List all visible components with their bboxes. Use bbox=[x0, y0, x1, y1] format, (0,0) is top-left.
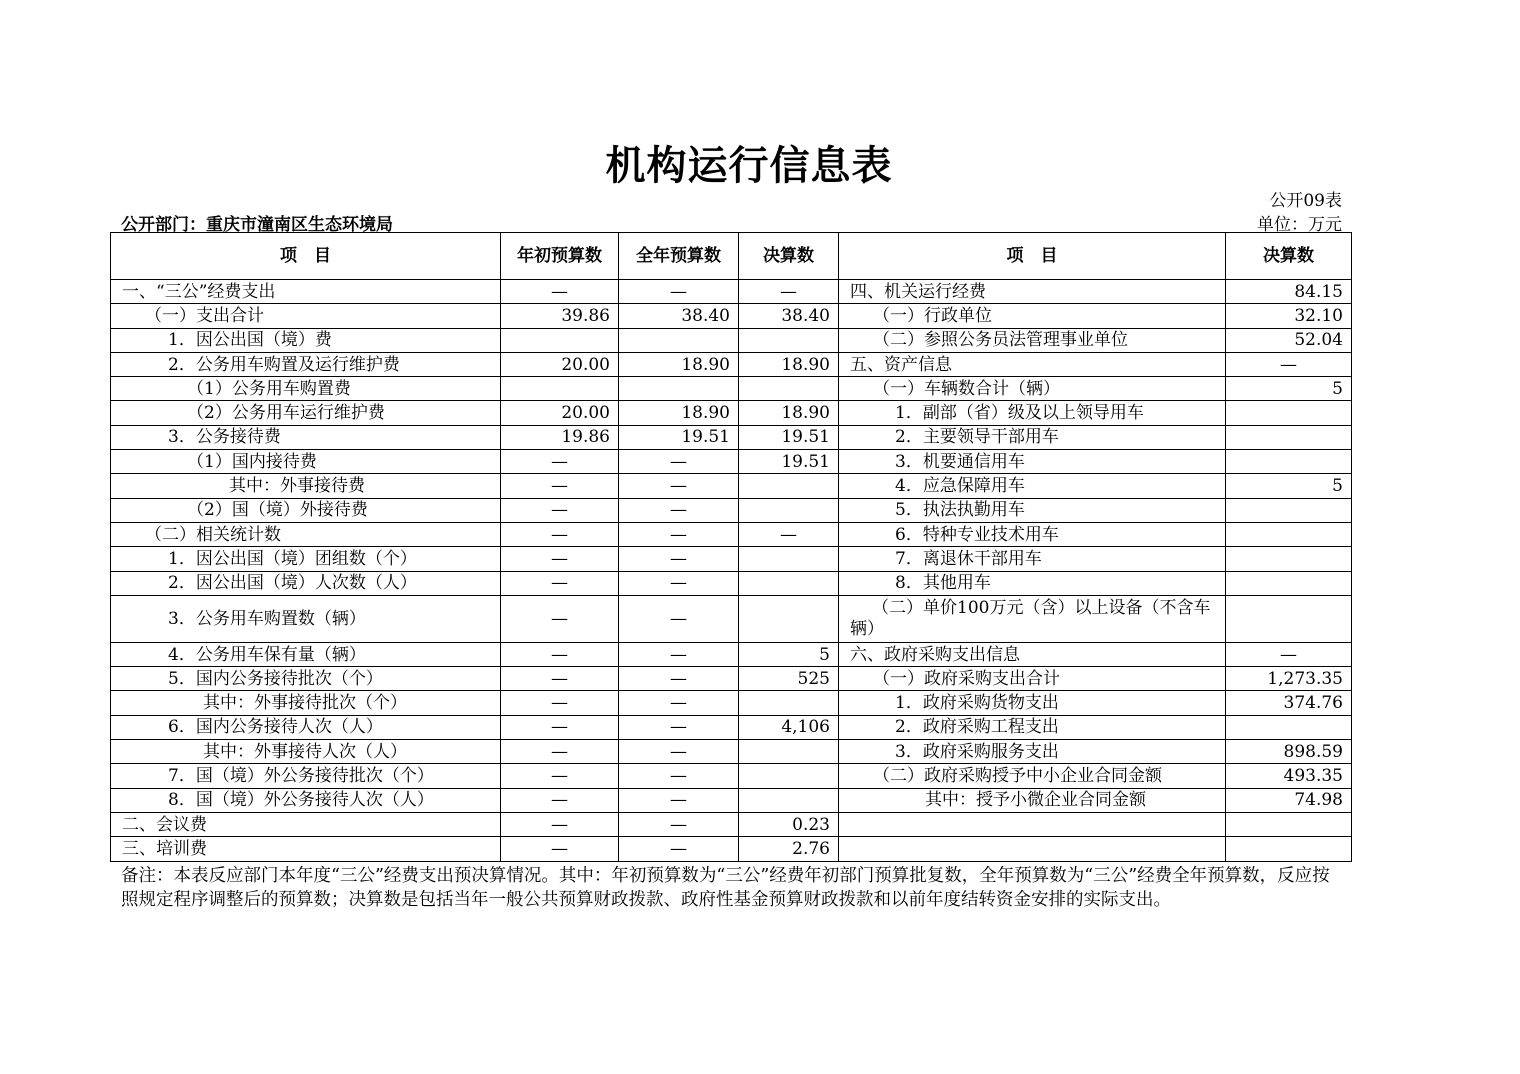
initial-budget-cell: — bbox=[501, 788, 619, 812]
right-value-cell bbox=[1226, 425, 1352, 449]
table-row bbox=[111, 328, 1352, 352]
right-value-cell: 5 bbox=[1226, 377, 1352, 401]
final-account-cell bbox=[739, 595, 839, 642]
final-account-cell bbox=[739, 474, 839, 498]
table-row bbox=[111, 667, 1352, 691]
initial-budget-cell: — bbox=[501, 812, 619, 836]
final-account-cell: 19.51 bbox=[739, 425, 839, 449]
table-row bbox=[111, 691, 1352, 715]
table-row bbox=[111, 377, 1352, 401]
initial-budget-cell: — bbox=[501, 642, 619, 666]
initial-budget-cell: — bbox=[501, 498, 619, 522]
final-account-cell: — bbox=[739, 280, 839, 304]
right-row-label: 五、资产信息 bbox=[839, 352, 1226, 376]
row-label: 2．公务用车购置及运行维护费 bbox=[111, 352, 501, 376]
unit-label: 单位：万元 bbox=[1257, 215, 1342, 235]
table-row bbox=[111, 352, 1352, 376]
row-label: （一）支出合计 bbox=[111, 304, 501, 328]
table-row bbox=[111, 740, 1352, 764]
initial-budget-cell bbox=[501, 328, 619, 352]
full-year-budget-cell: 38.40 bbox=[619, 304, 739, 328]
right-row-label: （二）参照公务员法管理事业单位 bbox=[839, 328, 1226, 352]
row-label: 2．因公出国（境）人次数（人） bbox=[111, 571, 501, 595]
full-year-budget-cell: — bbox=[619, 571, 739, 595]
table-row bbox=[111, 764, 1352, 788]
initial-budget-cell: — bbox=[501, 547, 619, 571]
table-row bbox=[111, 522, 1352, 546]
initial-budget-cell: — bbox=[501, 595, 619, 642]
table-row bbox=[111, 547, 1352, 571]
right-row-label: 3．机要通信用车 bbox=[839, 450, 1226, 474]
table-row bbox=[111, 571, 1352, 595]
right-row-label: 六、政府采购支出信息 bbox=[839, 642, 1226, 666]
full-year-budget-cell: — bbox=[619, 595, 739, 642]
right-value-cell: 74.98 bbox=[1226, 788, 1352, 812]
full-year-budget-cell: — bbox=[619, 474, 739, 498]
full-year-budget-cell: — bbox=[619, 837, 739, 861]
right-value-cell: 84.15 bbox=[1226, 280, 1352, 304]
right-value-cell bbox=[1226, 837, 1352, 861]
right-value-cell bbox=[1226, 450, 1352, 474]
info-table bbox=[110, 232, 1352, 862]
row-label: （2）公务用车运行维护费 bbox=[111, 401, 501, 425]
full-year-budget-cell: — bbox=[619, 450, 739, 474]
final-account-cell bbox=[739, 547, 839, 571]
initial-budget-cell: — bbox=[501, 837, 619, 861]
full-year-budget-cell: — bbox=[619, 715, 739, 739]
final-account-cell bbox=[739, 498, 839, 522]
final-account-cell bbox=[739, 788, 839, 812]
full-year-budget-cell: 18.90 bbox=[619, 401, 739, 425]
final-account-cell bbox=[739, 377, 839, 401]
final-account-cell bbox=[739, 691, 839, 715]
full-year-budget-cell: — bbox=[619, 764, 739, 788]
row-label: 二、会议费 bbox=[111, 812, 501, 836]
row-label: 一、“三公”经费支出 bbox=[111, 280, 501, 304]
right-value-cell bbox=[1226, 715, 1352, 739]
table-row bbox=[111, 304, 1352, 328]
department-label: 公开部门：重庆市潼南区生态环境局 bbox=[121, 215, 393, 235]
right-row-label: 5．执法执勤用车 bbox=[839, 498, 1226, 522]
final-account-cell: 38.40 bbox=[739, 304, 839, 328]
row-label: 8．国（境）外公务接待人次（人） bbox=[111, 788, 501, 812]
right-row-label: 8．其他用车 bbox=[839, 571, 1226, 595]
footnote: 备注：本表反应部门本年度“三公”经费支出预决算情况。其中：年初预算数为“三公”经费年初部门预算批复数，全年预算数为“三公”经费全年预算数，反应按照规定程序调整后的预算数；决算数是包括当年一般公共预算财政拨款、政府性基金预算财政拨款和以前年度结转资金安排的实际支出。 bbox=[121, 866, 1330, 910]
full-year-budget-cell: — bbox=[619, 667, 739, 691]
right-row-label: 6．特种专业技术用车 bbox=[839, 522, 1226, 546]
form-number: 公开09表 bbox=[1269, 191, 1342, 211]
right-row-label bbox=[839, 837, 1226, 861]
right-row-label: 7．离退休干部用车 bbox=[839, 547, 1226, 571]
table-row bbox=[111, 595, 1352, 642]
right-value-cell bbox=[1226, 571, 1352, 595]
initial-budget-cell: — bbox=[501, 571, 619, 595]
full-year-budget-cell: — bbox=[619, 812, 739, 836]
right-row-label: 1．政府采购货物支出 bbox=[839, 691, 1226, 715]
full-year-budget-cell: — bbox=[619, 740, 739, 764]
row-label: 1．因公出国（境）团组数（个） bbox=[111, 547, 501, 571]
page-title: 机构运行信息表 bbox=[605, 142, 893, 189]
final-account-cell: 525 bbox=[739, 667, 839, 691]
right-row-label: （一）行政单位 bbox=[839, 304, 1226, 328]
table-row bbox=[111, 788, 1352, 812]
right-value-cell: 32.10 bbox=[1226, 304, 1352, 328]
initial-budget-cell: 20.00 bbox=[501, 352, 619, 376]
final-account-cell: 18.90 bbox=[739, 401, 839, 425]
table-row bbox=[111, 837, 1352, 861]
initial-budget-cell: — bbox=[501, 280, 619, 304]
header-final-account: 决算数 bbox=[739, 233, 839, 280]
initial-budget-cell: — bbox=[501, 474, 619, 498]
right-row-label: 2．政府采购工程支出 bbox=[839, 715, 1226, 739]
final-account-cell: 2.76 bbox=[739, 837, 839, 861]
full-year-budget-cell bbox=[619, 377, 739, 401]
table-row bbox=[111, 642, 1352, 666]
header-row bbox=[111, 233, 1352, 280]
right-value-cell: 52.04 bbox=[1226, 328, 1352, 352]
row-label: 三、培训费 bbox=[111, 837, 501, 861]
initial-budget-cell: 19.86 bbox=[501, 425, 619, 449]
full-year-budget-cell: — bbox=[619, 547, 739, 571]
right-row-label bbox=[839, 812, 1226, 836]
row-label: 3．公务用车购置数（辆） bbox=[111, 595, 501, 642]
final-account-cell: 5 bbox=[739, 642, 839, 666]
row-label: （1）公务用车购置费 bbox=[111, 377, 501, 401]
right-value-cell: 493.35 bbox=[1226, 764, 1352, 788]
final-account-cell: 19.51 bbox=[739, 450, 839, 474]
right-row-label: （二）单价100万元（含）以上设备（不含车辆） bbox=[839, 595, 1226, 642]
row-label: 1．因公出国（境）费 bbox=[111, 328, 501, 352]
row-label: 其中：外事接待人次（人） bbox=[111, 740, 501, 764]
right-value-cell bbox=[1226, 547, 1352, 571]
row-label: （1）国内接待费 bbox=[111, 450, 501, 474]
full-year-budget-cell: — bbox=[619, 788, 739, 812]
final-account-cell bbox=[739, 328, 839, 352]
final-account-cell: — bbox=[739, 522, 839, 546]
header-item: 项 目 bbox=[111, 233, 501, 280]
full-year-budget-cell bbox=[619, 328, 739, 352]
table-row bbox=[111, 498, 1352, 522]
right-value-cell bbox=[1226, 401, 1352, 425]
right-value-cell: — bbox=[1226, 642, 1352, 666]
right-value-cell bbox=[1226, 595, 1352, 642]
full-year-budget-cell: — bbox=[619, 642, 739, 666]
right-row-label: （一）车辆数合计（辆） bbox=[839, 377, 1226, 401]
initial-budget-cell: — bbox=[501, 691, 619, 715]
full-year-budget-cell: — bbox=[619, 522, 739, 546]
right-value-cell bbox=[1226, 498, 1352, 522]
right-row-label: （一）政府采购支出合计 bbox=[839, 667, 1226, 691]
table-row bbox=[111, 812, 1352, 836]
header-item-right: 项 目 bbox=[839, 233, 1226, 280]
table-row bbox=[111, 715, 1352, 739]
right-row-label: 其中：授予小微企业合同金额 bbox=[839, 788, 1226, 812]
right-value-cell: — bbox=[1226, 352, 1352, 376]
final-account-cell bbox=[739, 740, 839, 764]
initial-budget-cell: — bbox=[501, 522, 619, 546]
header-initial-budget: 年初预算数 bbox=[501, 233, 619, 280]
final-account-cell bbox=[739, 764, 839, 788]
row-label: 7．国（境）外公务接待批次（个） bbox=[111, 764, 501, 788]
initial-budget-cell: — bbox=[501, 667, 619, 691]
right-value-cell bbox=[1226, 812, 1352, 836]
full-year-budget-cell: 18.90 bbox=[619, 352, 739, 376]
right-row-label: 4．应急保障用车 bbox=[839, 474, 1226, 498]
row-label: 6．国内公务接待人次（人） bbox=[111, 715, 501, 739]
initial-budget-cell: 20.00 bbox=[501, 401, 619, 425]
initial-budget-cell: — bbox=[501, 740, 619, 764]
header-final-account-right: 决算数 bbox=[1226, 233, 1352, 280]
table-row bbox=[111, 474, 1352, 498]
initial-budget-cell bbox=[501, 377, 619, 401]
header-full-year-budget: 全年预算数 bbox=[619, 233, 739, 280]
right-row-label: 3．政府采购服务支出 bbox=[839, 740, 1226, 764]
right-value-cell: 1,273.35 bbox=[1226, 667, 1352, 691]
full-year-budget-cell: 19.51 bbox=[619, 425, 739, 449]
initial-budget-cell: — bbox=[501, 764, 619, 788]
row-label: 3．公务接待费 bbox=[111, 425, 501, 449]
full-year-budget-cell: — bbox=[619, 691, 739, 715]
final-account-cell bbox=[739, 571, 839, 595]
initial-budget-cell: — bbox=[501, 450, 619, 474]
right-value-cell: 374.76 bbox=[1226, 691, 1352, 715]
row-label: （二）相关统计数 bbox=[111, 522, 501, 546]
full-year-budget-cell: — bbox=[619, 280, 739, 304]
table-row bbox=[111, 280, 1352, 304]
right-row-label: 1．副部（省）级及以上领导用车 bbox=[839, 401, 1226, 425]
row-label: 4．公务用车保有量（辆） bbox=[111, 642, 501, 666]
row-label: 其中：外事接待费 bbox=[111, 474, 501, 498]
row-label: （2）国（境）外接待费 bbox=[111, 498, 501, 522]
row-label: 5．国内公务接待批次（个） bbox=[111, 667, 501, 691]
right-row-label: （二）政府采购授予中小企业合同金额 bbox=[839, 764, 1226, 788]
right-row-label: 2．主要领导干部用车 bbox=[839, 425, 1226, 449]
initial-budget-cell: 39.86 bbox=[501, 304, 619, 328]
right-value-cell: 898.59 bbox=[1226, 740, 1352, 764]
final-account-cell: 4,106 bbox=[739, 715, 839, 739]
right-row-label: 四、机关运行经费 bbox=[839, 280, 1226, 304]
right-value-cell bbox=[1226, 522, 1352, 546]
table-row bbox=[111, 401, 1352, 425]
final-account-cell: 18.90 bbox=[739, 352, 839, 376]
table-row bbox=[111, 450, 1352, 474]
final-account-cell: 0.23 bbox=[739, 812, 839, 836]
right-value-cell: 5 bbox=[1226, 474, 1352, 498]
full-year-budget-cell: — bbox=[619, 498, 739, 522]
initial-budget-cell: — bbox=[501, 715, 619, 739]
table-row bbox=[111, 425, 1352, 449]
row-label: 其中：外事接待批次（个） bbox=[111, 691, 501, 715]
